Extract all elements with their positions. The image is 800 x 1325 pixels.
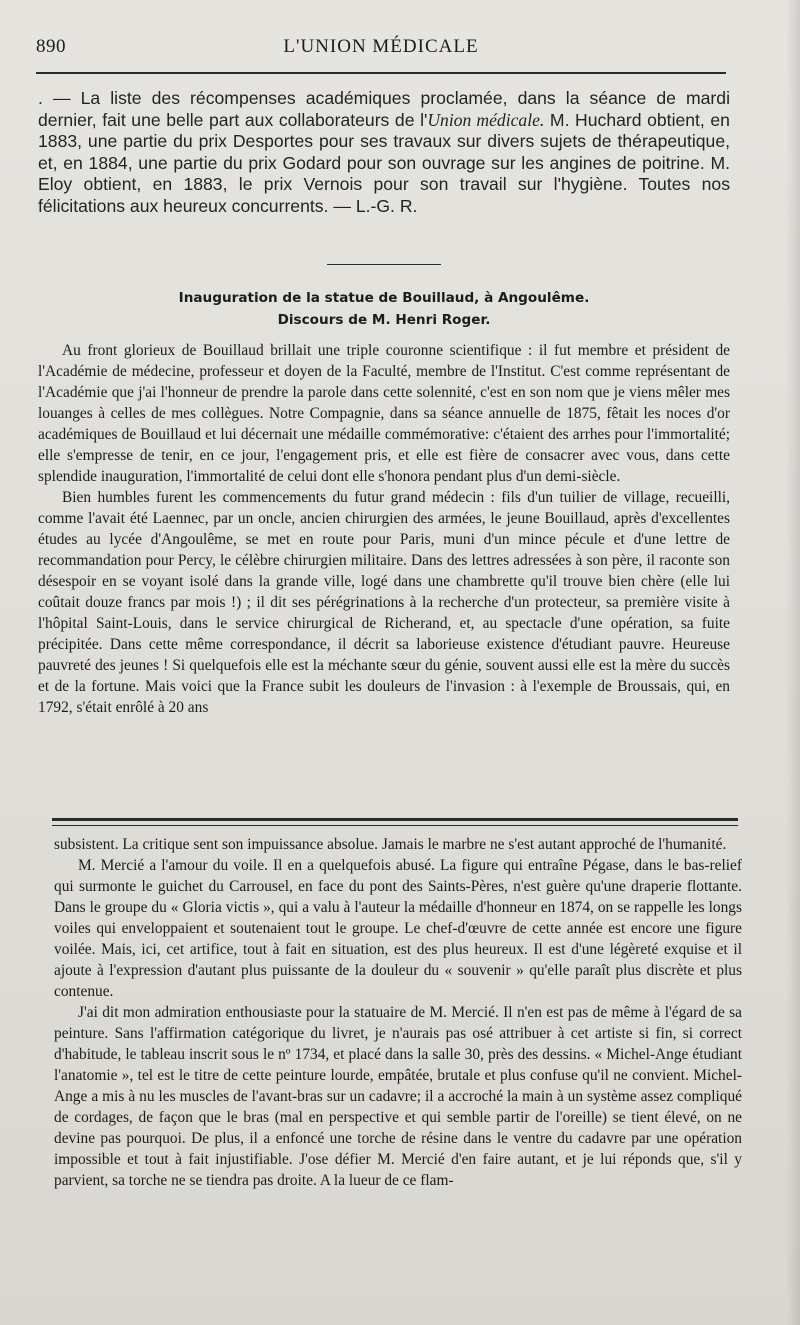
article-body [38, 340, 730, 718]
notice-text-after: M. Huchard obtient, en 1883, une partie du prix Desportes pour ses travaux sur divers sujets de thérapeutique, et, en 1884, une partie du prix Godard pour son ouvrage sur les angines de poitrine. M. Eloy obtient, en 1883, le prix Vernois pour son travail sur l'hygiène. Toutes nos félicitations aux heureux concurrents. — L.-G. R. [38, 109, 730, 216]
article-paragraph-1: Au front glorieux de Bouillaud brillait une triple couronne scientifique : il fut membre et président de l'Académie de médecine, professeur et doyen de la Faculté, membre de l'Institut. C'est comme représentant de l'Académie que j'ai l'honneur de prendre la parole dans cette solennité, c'est en son nom que je viens mêler mes louanges à celles de mes collègues. Notre Compagnie, dans sa séance annuelle de 1875, fêtait les noces d'or académiques de Bouillaud et lui décernait une médaille commémorative: c'étaient des arrhes pour l'immortalité; elle s'empresse de tenir, en ce jour, l'engagement pris, et elle est fière de consacrer avec vous, dans cette splendide inauguration, l'immortalité de celui dont elle s'honora pendant plus d'un demi-siècle. [38, 342, 730, 485]
page-number: 890 [36, 36, 66, 57]
feuilleton-rule-thin [52, 825, 738, 826]
feuilleton-paragraph-3: J'ai dit mon admiration enthousiaste pour la statuaire de M. Mercié. Il n'en est pas de même à l'égard de sa peinture. Sans l'affirmation catégorique du livret, je n'aurais pas osé attribuer à cet artiste si fin, si correct d'habitude, le tableau inscrit sous le nº 1734, et placé dans la salle 30, près des dessins. « Michel-Ange étudiant l'anatomie », tel est le titre de cette peinture lourde, empâtée, brutale et plus confuse qu'il ne convient. Michel-Ange a mis à nu les muscles de l'avant-bras sur un cadavre; il a accroché la main à un système assez compliqué de cordages, de façon que le bras (mal en perspective et qui semble partir de l'oreille) se tient élevé, on ne devine pas pourquoi. De plus, il a enfoncé une torche de résine dans le ventre du cadavre par une opération impossible et tout à fait injustifiable. J'ose défier M. Mercié d'en faire autant, et je lui réponds que, s'il y parvient, sa torche ne se tiendra pas droite. A la lueur de ce flam- [54, 1004, 742, 1189]
running-title: L'UNION MÉDICALE [283, 36, 479, 57]
feuilleton-rule-thick [52, 818, 738, 821]
article-subtitle: Discours de M. Henri Roger. [277, 312, 491, 328]
notice-journal-name: Union médicale. [427, 109, 545, 130]
news-notice [38, 88, 730, 218]
header-rule [36, 72, 726, 74]
page-header [36, 34, 726, 64]
article-paragraph-2: Bien humbles furent les commencements du futur grand médecin : fils d'un tuilier de village, recueilli, comme l'avait été Laennec, par un oncle, ancien chirurgien des armées, le jeune Bouillaud, après d'excellentes études au lycée d'Angoulême, se met en route pour Paris, muni d'un mince pécule et d'une lettre de recommandation pour Percy, le célèbre chirurgien militaire. Dans des lettres adressées à son père, il raconte son désespoir en se voyant isolé dans la grande ville, logé dans une chambrette qu'il trouve bien chère (elle lui coûtait douze francs par mois !) ; il dit ses pérégrinations à la recherche d'un protecteur, sa première visite à l'hôpital Saint-Louis, dans le service chirurgical de Richerand, et, au spectacle d'une opération, sa fuite précipitée. Dans cette même correspondance, il décrit sa laborieuse existence d'étudiant pauvre. Heureuse pauvreté des jeunes ! Si quelquefois elle est la méchante sœur du génie, souvent aussi elle est la mère du succès et de la fortune. Mais voici que la France subit les douleurs de l'invasion : à l'exemple de Broussais, qui, en 1792, s'était enrôlé à 20 ans [38, 489, 730, 716]
page-edge-shadow [786, 0, 800, 1325]
article-title: Inauguration de la statue de Bouillaud, à Angoulême. [178, 290, 590, 306]
section-separator [327, 264, 441, 265]
feuilleton-paragraph-1: subsistent. La critique sent son impuissance absolue. Jamais le marbre ne s'est autant approché de l'humanité. [54, 836, 727, 853]
feuilleton-paragraph-2: M. Mercié a l'amour du voile. Il en a quelquefois abusé. La figure qui entraîne Pégase, dans le bas-relief qui surmonte le guichet du Carrousel, en face du pont des Saints-Pères, n'est guère qu'une draperie flottante. Dans le groupe du « Gloria victis », qui a valu à l'auteur la médaille d'honneur en 1874, on se rappelle les longs voiles qui enveloppaient et soutenaient tout le groupe. Le chef-d'œuvre de cette année est encore une figure voilée. Mais, ici, cet artifice, tout à fait en situation, est des plus heureux. Il est d'une légèreté exquise et il ajoute à l'expression d'autant plus puissante de la douleur du « souvenir » qu'elle paraît plus discrète et plus contenue. [54, 857, 742, 1000]
feuilleton-body [54, 834, 742, 1191]
notice-paragraph [38, 88, 730, 218]
notice-text-before: . — La liste des récompenses académiques proclamée, dans la séance de mardi dernier, fait une belle part aux collaborateurs de l' [38, 88, 730, 130]
